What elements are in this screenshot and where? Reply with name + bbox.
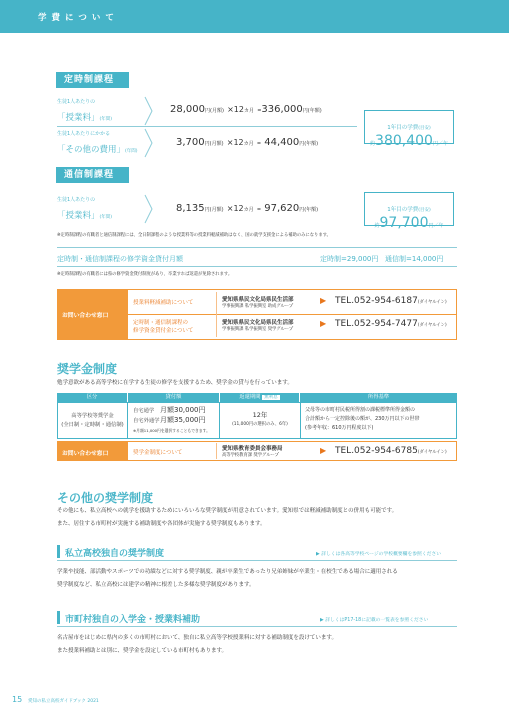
teiji-row1-label [57,98,112,124]
teiji-row2-total: 44,400 [264,137,300,148]
contact1-r2-arrow-icon: ▶ [320,319,327,328]
kubun-2: (全日制・定時制・通信制) [61,422,124,428]
teiji-summary-suffix: 円／年 [432,141,448,147]
contact1-r1-arrow-icon: ▶ [320,296,327,305]
teiji-row2-month: カ月 [243,141,254,147]
tsushin-summary-box [364,192,454,231]
others-desc1: その他にも、私立高校への就学を援助するためにいろいろな奨学制度が用意されています。愛知県では軽減補助制度との併用も可能です。 [57,508,398,514]
s2-p2: また授業料補助とは別に、奨学金を設定している市町村もあります。 [57,648,228,654]
teiji-row1-amount: 28,000 [170,104,205,115]
others-title: その他の奨学制度 [57,491,154,505]
kashikin-1a: 自宅通学 [133,408,155,414]
tsushin-summary-caption: 1年目の学費 [387,207,419,213]
s2-title: 市町村独自の入学金・授業料補助 [65,615,201,625]
shotoku-3: (参考年収：610万円程度以下) [305,425,374,431]
teiji-row2-big: 「その他の費用」 [57,145,126,155]
teiji-row1-eq: = [257,108,262,114]
th-kubun: 区分 [57,393,127,402]
contact2-dial: (ダイヤルイン) [417,450,447,455]
contact2-vline [216,443,217,459]
tsushin-row1-big: 「授業料」 [57,211,100,221]
tsushin-row1-eq: = [256,207,262,213]
tsushin-summary-suffix: 円／年 [428,223,444,229]
tsushin-row1-unit: (年間) [99,215,113,220]
page-header-title: 学費について [38,13,119,23]
teiji-row2-unit: (年間) [125,149,138,154]
th-shotoku: 所得基準 [300,393,457,402]
tsushin-summary-value: 97,700 [379,215,429,231]
s2-bar [57,611,60,624]
tsushin-summary-prefix: 約 [374,223,380,229]
contact2-label: お問い合わせ窓口 [62,451,109,457]
contact1-r2-item2: 修学資金貸付金について [133,328,194,334]
teiji-summary-value: 380,400 [375,133,433,149]
teiji-row1-total: 336,000 [261,104,303,115]
contact1-divider [127,314,457,315]
section-title-teiji: 定時制課程 [56,72,129,88]
kashikin-note: ※月額11,000円を選択することもできます。 [133,428,210,433]
s2-link[interactable]: ▶ 詳しくはP17-18に記載の一覧表を参照ください [320,618,429,623]
shotoku-1: 父母等の市町村民税所得割の課税標準所得金額の [305,407,416,413]
contact2-tel-number: TEL.052-954-6785 [335,446,418,456]
contact1-r1-tel [335,296,447,306]
teiji-summary-box [364,110,454,149]
teiji-row2-arrow [144,128,153,158]
teiji-summary-caption-sub: (目安) [418,126,431,131]
teiji-row1-calc [170,104,322,115]
section-title-tsushin: 通信制課程 [56,167,129,183]
contact2-item: 奨学金制度について [133,450,183,456]
th-kashikin: 貸付額 [128,393,219,402]
th-henkan-label: 返還期間 [239,394,261,400]
s1-title: 私立高校独自の奨学制度 [65,549,165,559]
teiji-divider [57,126,357,127]
tsushin-row1-amount: 8,135 [176,203,205,214]
teiji-row1-month: カ月 [243,108,254,114]
loan-top-line [57,247,457,248]
contact1-r1-tel-number: TEL.052-954-6187 [335,296,418,306]
teiji-row1-arrow [144,96,153,126]
tsushin-row1-arrow [144,194,153,224]
tsushin-row1-month: カ月 [243,207,254,213]
tsushin-row1-unit2: 円(年額) [299,207,319,213]
s1-link[interactable]: ▶ 詳しくは各高等学校ページの学校概要欄を参照ください [316,552,442,557]
th-henkan [220,393,299,402]
contact2-tel [335,446,447,456]
teiji-row1-big: 「授業料」 [57,113,100,123]
kashikin-2a: 自宅外通学 [133,418,160,424]
henkan-1: 12年 [252,411,268,419]
s1-bar [57,545,60,558]
tsushin-row1-label [57,196,112,222]
teiji-row2-small: 生徒1人あたりにかかる [57,131,111,137]
tsushin-summary-caption-sub: (目安) [418,208,431,213]
teiji-row1-small: 生徒1人あたりの [57,99,96,105]
contact1-label: お問い合わせ窓口 [62,313,109,319]
s2-p1: 名古屋市をはじめに県内の多くの市町村において、独自に私立高等学校授業料に対する補助制度を設けています。 [57,635,337,641]
contact2-dept: 高等学校教育課 奨学グループ [222,453,279,458]
teiji-summary-caption: 1年目の学費 [387,125,419,131]
contact2-org: 愛知県教育委員会事務局 [222,446,283,452]
shogakukin-desc: 勉学意欲がある高等学校に在学する生徒の修学を支援するため、奨学金の貸与を行っています。 [57,380,293,386]
page-number: 15 [12,695,23,704]
contact1-r2-tel [335,319,447,329]
s2-line [57,626,457,627]
contact1-r2-dial: (ダイヤルイン) [417,323,447,328]
tsushin-row1-mul: ×12 [226,204,244,213]
contact1-r2-tel-number: TEL.052-954-7477 [335,319,418,329]
contact1-r1-item: 授業料軽減補助について [133,300,194,306]
teiji-row2-amount: 3,700 [176,137,205,148]
tsushin-note: ※定時制課程の有職者と通信制課程には、全日制課程のような授業料等の授業料軽減補助はなく、国の就学支援金による補助のみになります。 [57,233,331,238]
shogakukin-title: 奨学金制度 [57,362,118,376]
others-desc2: また、居住する市町村が実施する補助制度や各団体が実施する奨学制度もあります。 [57,521,266,527]
s1-p2: 奨学制度など、私立高校には建学の精神に根差した多様な奨学制度があります。 [57,582,255,588]
henkan-2: (11,000円の選択のみ、6年) [232,422,288,427]
teiji-row2-mul: ×12 [226,138,244,147]
teiji-row2-unit2: 円(年額) [299,141,319,147]
contact1-r1-dial: (ダイヤルイン) [417,300,447,305]
contact2-arrow-icon: ▶ [320,446,327,455]
contact1-r2-dept: 学事振興課 私学振興室 奨学グループ [222,327,294,332]
th-henkan-tag: 無利息 [264,395,278,400]
contact1-vline [216,292,217,337]
contact1-r1-org: 愛知県県民文化局県民生活部 [222,297,294,303]
loan-teiji: 定時制=29,000円 [320,255,379,263]
loan-bottom-line [57,266,457,267]
loan-tsushin: 通信制=14,000円 [385,255,444,263]
contact1-r2-org: 愛知県県民文化局県民生活部 [222,320,294,326]
s1-p1: 学業や技能、部活動やスポーツでの功績などに対する奨学制度、親が卒業生であったり兄弟姉妹が卒業生・在校生である場合に適用される [57,569,398,575]
teiji-row1-mul: ×12 [227,105,244,114]
tsushin-row1-unit1: 円(月額) [204,207,224,213]
tsushin-row1-total: 97,620 [264,203,300,214]
teiji-row2-calc [176,137,318,148]
contact1-r1-dept: 学事振興課 私学振興室 助成グループ [222,304,294,309]
footer-text: 愛知の私立高校ガイドブック 2021 [28,699,99,704]
tsushin-row1-calc [176,203,318,214]
kashikin-1b: 月額30,000円 [160,406,206,414]
loan-note: ※定時制課程の有職者には県の修学資金貸付制度があり、卒業すれば返還が免除されます。 [57,272,233,277]
teiji-row2-label [57,130,138,156]
kashikin-2b: 月額35,000円 [160,416,206,424]
shotoku-2: 合計額から一定控除後の額が、230万円以下の世帯 [305,416,420,422]
contact1-r2-item1: 定時制・通信制課程の [133,320,189,326]
teiji-summary-prefix: 約 [370,141,376,147]
kubun-1: 高等学校等奨学金 [71,413,114,419]
loan-label: 定時制・通信制課程の修学資金貸付月額 [57,255,183,263]
s1-line [57,560,457,561]
teiji-row1-unit: (年間) [99,117,113,122]
tsushin-row1-small: 生徒1人あたりの [57,197,96,203]
teiji-row1-unit1: 円(月額) [205,108,224,114]
teiji-row1-unit2: 円(年額) [302,108,322,114]
teiji-row2-eq: = [256,141,262,147]
teiji-row2-unit1: 円(月額) [204,141,224,147]
